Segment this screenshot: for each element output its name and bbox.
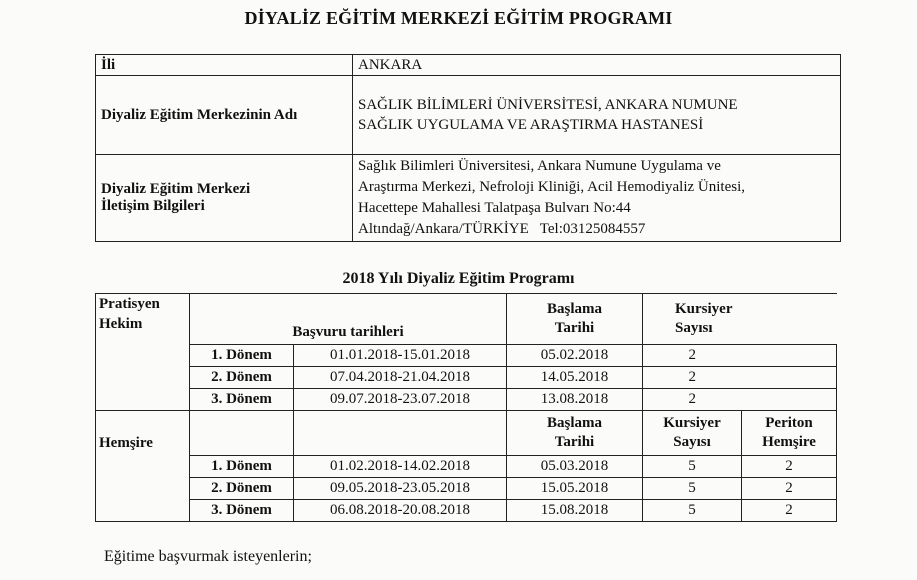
footer-text: Eğitime başvurmak isteyenlerin; [104, 548, 312, 565]
start-date-header: Başlama Tarihi [507, 411, 643, 456]
term-cell: 1. Dönem [190, 345, 294, 367]
start-date-cell: 15.05.2018 [507, 477, 643, 499]
table-row [96, 55, 841, 76]
start-date-cell: 14.05.2018 [507, 367, 643, 389]
province-value: ANKARA [353, 55, 841, 76]
nurse-label: Hemşire [96, 411, 190, 456]
trainee-count-cell: 2 [643, 345, 742, 367]
term-cell: 2. Dönem [190, 367, 294, 389]
center-info-table [95, 54, 841, 242]
application-dates-cell: 01.01.2018-15.01.2018 [294, 345, 507, 367]
center-name-label: Diyaliz Eğitim Merkezinin Adı [96, 76, 353, 155]
table-row [96, 345, 837, 367]
term-cell: 3. Dönem [190, 499, 294, 521]
table-row [96, 367, 837, 389]
periton-nurse-cell: 2 [742, 499, 837, 521]
table-row [96, 411, 837, 456]
contact-value: Sağlık Bilimleri Üniversitesi, Ankara Numune Uygulama ve Araştırma Merkezi, Nefroloji Kliniği, Acil Hemodiyaliz Ünitesi, Hacettepe Mahallesi Talatpaşa Bulvarı No:44 Altındağ/Ankara/TÜRKİYE Tel:03125084557 [353, 155, 841, 242]
term-cell: 3. Dönem [190, 389, 294, 411]
term-cell: 2. Dönem [190, 477, 294, 499]
table-row [96, 76, 841, 155]
trainee-count-header: Kursiyer Sayısı [643, 294, 837, 345]
table-row [96, 294, 837, 345]
start-date-header: Başlama Tarihi [507, 294, 643, 345]
application-dates-cell: 09.07.2018-23.07.2018 [294, 389, 507, 411]
trainee-count-cell: 5 [643, 455, 742, 477]
application-dates-cell: 09.05.2018-23.05.2018 [294, 477, 507, 499]
start-date-cell: 05.02.2018 [507, 345, 643, 367]
province-label: İli [96, 55, 353, 76]
application-dates-cell: 06.08.2018-20.08.2018 [294, 499, 507, 521]
application-dates-cell: 07.04.2018-21.04.2018 [294, 367, 507, 389]
program-title: 2018 Yılı Diyaliz Eğitim Programı [342, 270, 575, 287]
physician-label: Pratisyen Hekim [96, 294, 190, 345]
contact-label: Diyaliz Eğitim Merkezi İletişim Bilgileri [96, 155, 353, 242]
trainee-count-header: Kursiyer Sayısı [643, 411, 742, 456]
periton-nurse-cell: 2 [742, 477, 837, 499]
start-date-cell: 05.03.2018 [507, 455, 643, 477]
trainee-count-cell: 2 [643, 367, 742, 389]
periton-nurse-header: Periton Hemşire [742, 411, 837, 456]
start-date-cell: 15.08.2018 [507, 499, 643, 521]
table-row [96, 389, 837, 411]
center-name-value: SAĞLIK BİLİMLERİ ÜNİVERSİTESİ, ANKARA NUMUNE SAĞLIK UYGULAMA VE ARAŞTIRMA HASTANESİ [353, 76, 841, 155]
trainee-count-cell: 2 [643, 389, 742, 411]
program-table [95, 293, 837, 522]
term-cell: 1. Dönem [190, 455, 294, 477]
table-row [96, 477, 837, 499]
table-row [96, 455, 837, 477]
table-row [96, 499, 837, 521]
trainee-count-cell: 5 [643, 477, 742, 499]
application-dates-cell: 01.02.2018-14.02.2018 [294, 455, 507, 477]
trainee-count-cell: 5 [643, 499, 742, 521]
page-title: DİYALİZ EĞİTİM MERKEZİ EĞİTİM PROGRAMI [244, 8, 673, 28]
start-date-cell: 13.08.2018 [507, 389, 643, 411]
periton-nurse-cell: 2 [742, 455, 837, 477]
table-row [96, 155, 841, 242]
application-dates-header: Başvuru tarihleri [190, 294, 507, 345]
